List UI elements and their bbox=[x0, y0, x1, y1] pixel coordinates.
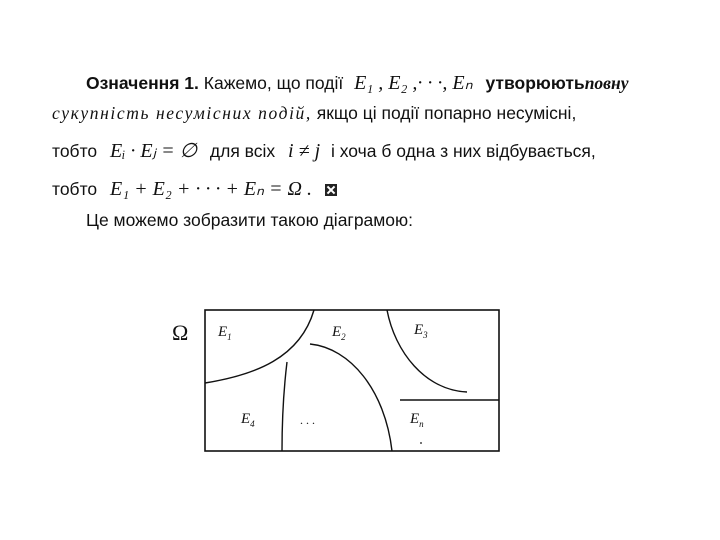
line3-formula: Eᵢ · Eⱼ = ∅ bbox=[110, 140, 198, 162]
sample-space-rect bbox=[205, 310, 499, 451]
line2-rest: якщо ці події попарно несумісні, bbox=[316, 103, 577, 123]
dot-mark bbox=[420, 442, 422, 444]
line3-end: і хоча б одна з них відбувається, bbox=[331, 141, 596, 161]
boundary-en bbox=[310, 344, 392, 451]
ellipsis-label: . . . bbox=[300, 413, 315, 427]
boundary-e3 bbox=[387, 310, 467, 392]
line4-formula: E₁ + E₂ + · · · + Eₙ = Ω . bbox=[110, 178, 312, 200]
line3-start: тобто bbox=[52, 141, 98, 161]
diagram-intro: Це можемо зобразити такою діаграмою: bbox=[86, 210, 414, 230]
region-en-label: $E_n$ bbox=[410, 411, 424, 429]
region-e1-label: $E_1$ bbox=[218, 324, 232, 342]
line3-condition: i ≠ j bbox=[288, 140, 321, 162]
region-e4-label: $E_4$ bbox=[241, 411, 255, 429]
region-e2-label: $E_2$ bbox=[332, 324, 346, 342]
line3-mid: для всіх bbox=[209, 141, 276, 161]
region-e3-label: $E_3$ bbox=[414, 322, 428, 340]
line4-start: тобто bbox=[52, 179, 98, 199]
definition-term: Означення 1. bbox=[86, 73, 199, 93]
italic-phrase-1: повну bbox=[584, 73, 629, 93]
forms-word: утворюють bbox=[485, 73, 585, 93]
omega-label: Ω bbox=[172, 320, 189, 345]
boundary-e1 bbox=[205, 310, 314, 383]
italic-phrase-2: сукупність несумісних подій, bbox=[52, 103, 312, 123]
events-list: E₁ , E₂ ,· · ·, Eₙ bbox=[354, 72, 473, 94]
boundary-e4 bbox=[282, 362, 287, 451]
definition-intro: Кажемо, що події bbox=[203, 73, 344, 93]
